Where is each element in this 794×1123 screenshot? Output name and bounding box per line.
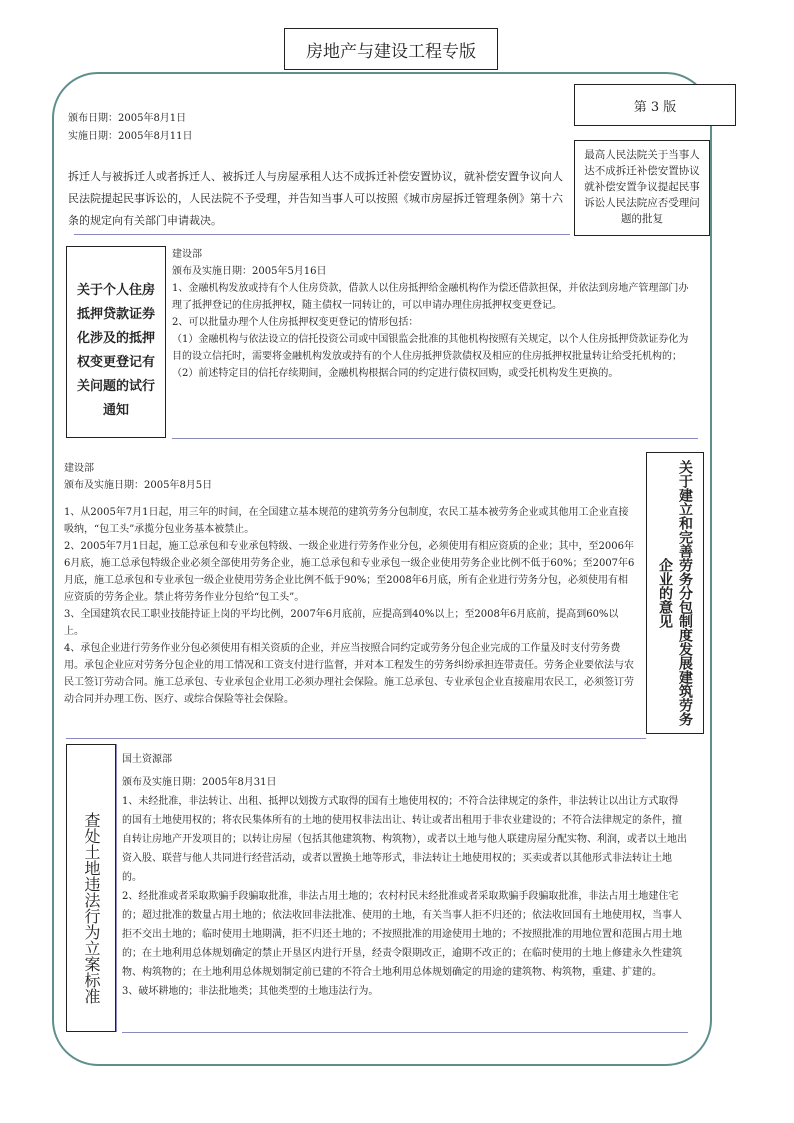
section2-paragraph: （2）前述特定目的信托存续期间，金融机构根据合同的约定进行债权回购，或受托机构发生更换的。 [172, 368, 619, 379]
section4-date: 颁布及实施日期：2005年8月31日 [122, 777, 277, 788]
divider [66, 738, 646, 739]
section4-paragraph: 1、未经批准，非法转让、出租、抵押以划拨方式取得的国有土地使用权的；不符合法律规定的条件，非法转让以出让方式取得的国有土地使用权的；将农民集体所有的土地的使用权非法出让、转让或者出租用于非农业建设的；不符合法律规定的条件，擅自转让房地产开发项目的；以转让房屋（包括其他建筑物、构筑物），或者以土地与他人联建房屋分配实物、利润，或者以土地出资入股、联营与他人共同进行经营活动，或者以置换土地等形式，非法转让土地使用权的；买卖或者以其他形式非法转让土地的。 [122, 796, 687, 883]
section2-paragraph: 2、可以批量办理个人住房抵押权变更登记的情形包括： [172, 317, 419, 328]
section3-paragraph: 1、从2005年7月1日起，用三年的时间，在全国建立基本规范的建筑劳务分包制度，农民工基本被劳务企业或其他用工企业直接吸纳，“包工头”承揽分包业务基本被禁止。 [64, 507, 629, 535]
section4-title: 查处土地违法行为立案标准 [66, 744, 116, 1032]
section3-title: 关于建立和完善劳务分包制度发展建筑劳务企业的意见 [646, 452, 704, 734]
section1-text: 拆迁人与被拆迁人或者拆迁人、被拆迁人与房屋承租人达不成拆迁补偿安置协议，就补偿安置争议向人民法院提起民事诉讼的，人民法院不予受理，并告知当事人可以按照《城市房屋拆迁管理条例》第十六条的规定向有关部门申请裁决。 [68, 170, 563, 227]
section3-paragraph: 3、全国建筑农民工职业技能持证上岗的平均比例，2007年6月底前，应提高到40%以上；至2008年6月底前，提高到60%以上。 [64, 609, 619, 637]
section3-body [64, 460, 636, 708]
edition-label: 第 3 版 [574, 84, 736, 126]
section4-paragraph: 2、经批准或者采取欺骗手段骗取批准，非法占用土地的；农村村民未经批准或者采取欺骗手段骗取批准，非法占用土地建住宅的；超过批准的数量占用土地的；依法收回非法批准、使用的土地，有关当事人拒不归还的；依法收回国有土地使用权，当事人拒不交出土地的；临时使用土地期满，拒不归还土地的；不按照批准的用途使用土地的；不按照批准的用地位置和范围占用土地的；在土地利用总体规划确定的禁止开垦区内进行开垦，经责令限期改正，逾期不改正的；在临时使用的土地上修建永久性建筑物、构筑物的；在土地利用总体规划制定前已建的不符合土地利用总体规划确定的用途的建筑物、构筑物，重建、扩建的。 [122, 891, 682, 978]
divider [172, 438, 698, 439]
section3-paragraph: 4、承包企业进行劳务作业分包必须使用有相关资质的企业，并应当按照合同约定或劳务分包企业完成的工作量及时支付劳务费用。承包企业应对劳务分包企业的用工情况和工资支付进行监督，并对本工程发生的劳务纠纷承担连带责任。劳务企业要依法与农民工签订劳动合同。施工总承包、专业承包企业用工必须办理社会保险。施工总承包、专业承包企业直接雇用农民工，必须签订劳动合同并办理工伤、医疗、或综合保险等社会保险。 [64, 643, 634, 705]
section2-body [172, 246, 698, 382]
divider [74, 234, 570, 235]
divider [122, 1032, 688, 1033]
effective-date: 实施日期：2005年8月11日 [68, 131, 193, 142]
section4-paragraph: 3、破坏耕地的；非法批地类；其他类型的土地违法行为。 [122, 986, 379, 997]
section3-issuer: 建设部 [64, 463, 94, 474]
section2-title: 关于个人住房抵押贷款证券化涉及的抵押权变更登记有关问题的试行通知 [66, 246, 166, 438]
section4-issuer: 国土资源部 [122, 754, 172, 765]
section2-issuer: 建设部 [172, 249, 202, 260]
page-header-title: 房地产与建设工程专版 [284, 28, 498, 70]
section1-side-title: 最高人民法院关于当事人达不成拆迁补偿安置协议就补偿安置争议提起民事诉讼人民法院应否受理问题的批复 [574, 140, 710, 236]
section2-paragraph: 1、金融机构发放或持有个人住房贷款，借款人以住房抵押给金融机构作为偿还借款担保，并依法到房地产管理部门办理了抵押登记的住房抵押权，随主债权一同转让的，可以申请办理住房抵押权变更登记。 [172, 283, 689, 311]
section2-paragraph: （1）金融机构与依法设立的信托投资公司或中国银监会批准的其他机构按照有关规定，以个人住房抵押贷款证券化为目的设立信托时，需要将金融机构发放或持有的个人住房抵押贷款债权及相应的住房抵押权批量转让给受托机构的； [172, 334, 689, 362]
section3-paragraph: 2、2005年7月1日起，施工总承包和专业承包特级、一级企业进行劳务作业分包，必须使用有相应资质的企业；其中，至2006年6月底，施工总承包特级企业必须全部使用劳务企业，施工总承包和专业承包一级企业使用劳务企业比例不低于60%；至2007年6月底，施工总承包和专业承包一级企业使用劳务企业比例不低于90%；至2008年6月底，所有企业进行劳务分包，必须使用有相应资质的劳务企业。禁止将劳务作业分包给“包工头”。 [64, 541, 635, 603]
divider [116, 744, 117, 1032]
section3-date: 颁布及实施日期：2005年8月5日 [64, 480, 213, 491]
section2-date: 颁布及实施日期：2005年5月16日 [172, 266, 327, 277]
release-date: 颁布日期：2005年8月1日 [68, 113, 187, 124]
section4-body [122, 750, 688, 1001]
